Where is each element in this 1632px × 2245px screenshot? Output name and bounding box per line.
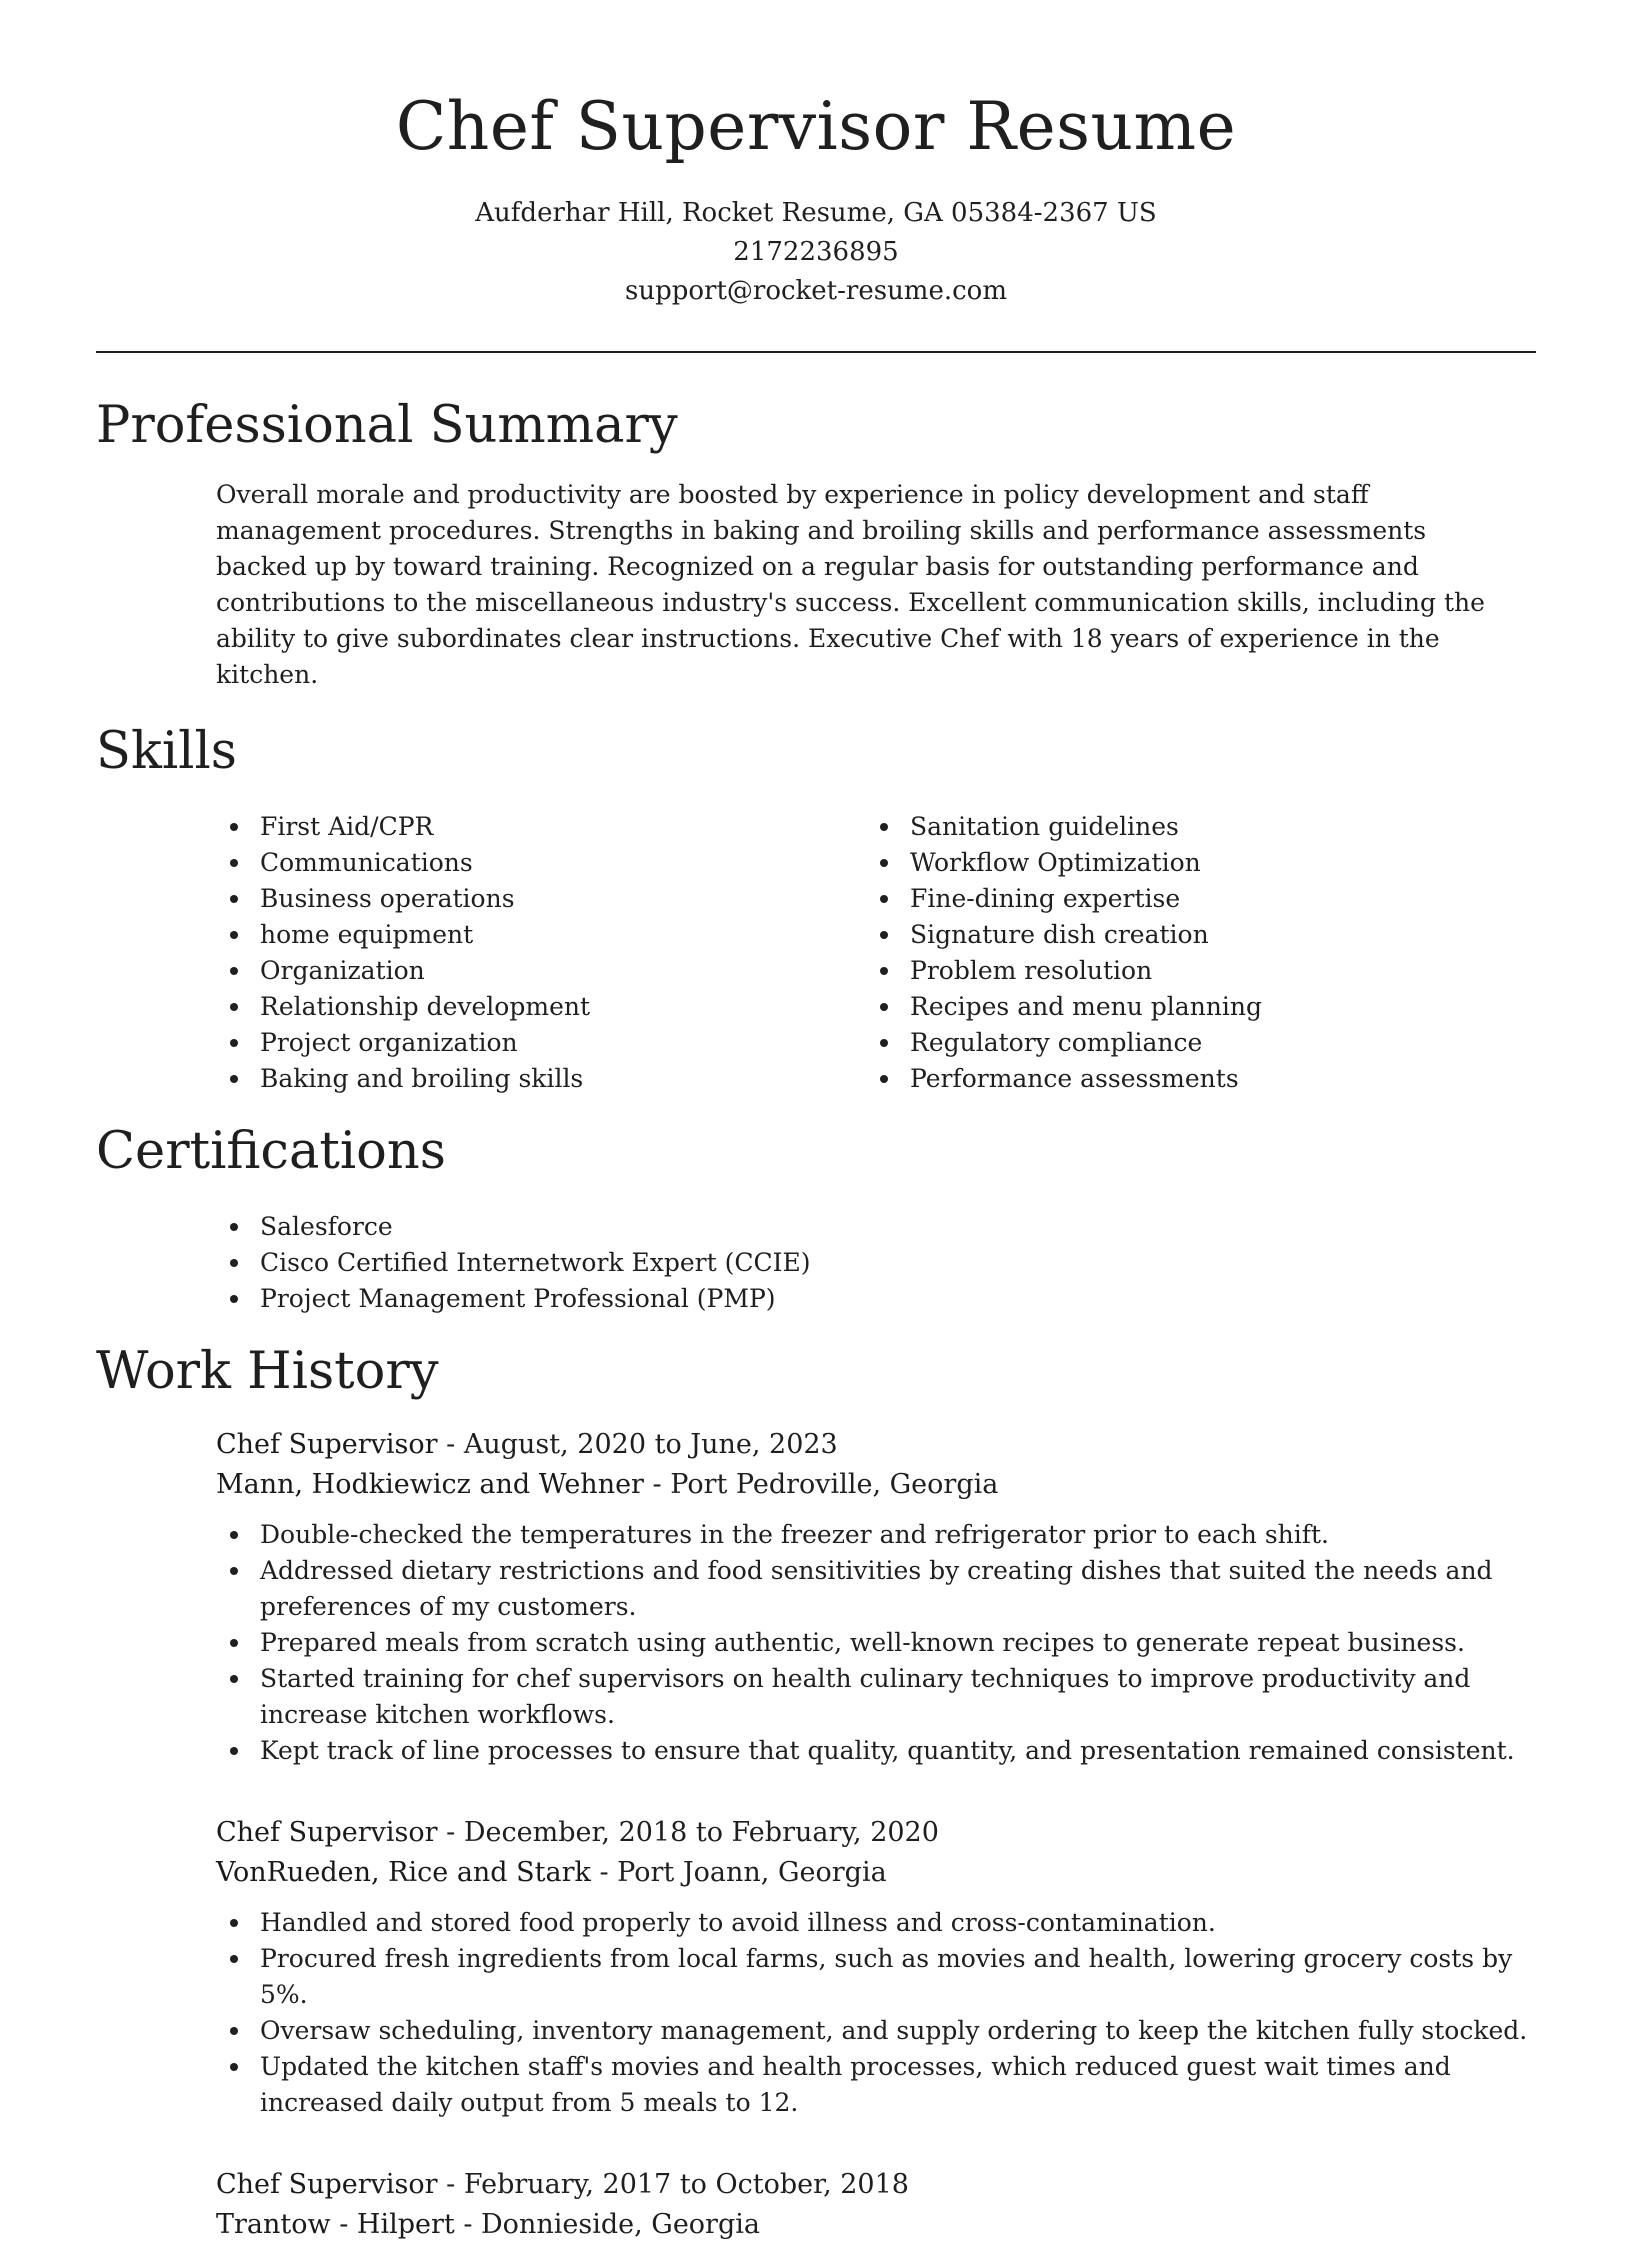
skill-item: Problem resolution	[866, 953, 1516, 989]
skill-item: Baking and broiling skills	[216, 1061, 866, 1097]
job-bullet: Addressed dietary restrictions and food sensitivities by creating dishes that suited the needs and preferences of my customers.	[216, 1553, 1536, 1625]
skill-item: Workflow Optimization	[866, 845, 1516, 881]
job-entry	[216, 1425, 1536, 1769]
job-bullet: Procured fresh ingredients from local farms, such as movies and health, lowering grocery costs by 5%.	[216, 1941, 1536, 2013]
job-company-line	[216, 1465, 1536, 1505]
job-title: Chef Supervisor	[216, 1429, 438, 1460]
certification-item: Cisco Certified Internetwork Expert (CCIE)	[216, 1245, 1536, 1281]
certifications-list	[216, 1209, 1536, 1317]
job-bullets	[216, 1517, 1536, 1769]
job-bullet: Double-checked the temperatures in the freezer and refrigerator prior to each shift.	[216, 1517, 1536, 1553]
job-bullet: Started training for chef supervisors on health culinary techniques to improve productivity and increase kitchen workflows.	[216, 1661, 1536, 1733]
job-bullets	[216, 1905, 1536, 2121]
job-company: Trantow - Hilpert	[216, 2209, 455, 2240]
job-company: Mann, Hodkiewicz and Wehner	[216, 1469, 644, 1500]
skill-item: Business operations	[216, 881, 866, 917]
skill-item: Regulatory compliance	[866, 1025, 1516, 1061]
job-title-line	[216, 2165, 1536, 2205]
skill-item: Fine-dining expertise	[866, 881, 1516, 917]
skill-item: Performance assessments	[866, 1061, 1516, 1097]
certification-item: Project Management Professional (PMP)	[216, 1281, 1536, 1317]
job-location: - Port Joann, Georgia	[590, 1857, 887, 1888]
job-bullet: Oversaw scheduling, inventory management, and supply ordering to keep the kitchen fully stocked.	[216, 2013, 1536, 2049]
job-bullet: Handled and stored food properly to avoid illness and cross-contamination.	[216, 1905, 1536, 1941]
job-bullet: Updated the kitchen staff's movies and health processes, which reduced guest wait times and increased daily output from 5 meals to 12.	[216, 2049, 1536, 2121]
job-entry	[216, 2165, 1536, 2245]
job-bullet: Kept track of line processes to ensure that quality, quantity, and presentation remained consistent.	[216, 1733, 1536, 1769]
summary-heading: Professional Summary	[96, 396, 678, 455]
skill-item: Signature dish creation	[866, 917, 1516, 953]
job-title-line	[216, 1425, 1536, 1465]
job-bullet: Prepared meals from scratch using authentic, well-known recipes to generate repeat business.	[216, 1625, 1536, 1661]
job-dates: - February, 2017 to October, 2018	[437, 2169, 909, 2200]
skills-column-right	[866, 809, 1516, 1097]
skill-item: Communications	[216, 845, 866, 881]
skill-item: First Aid/CPR	[216, 809, 866, 845]
job-title: Chef Supervisor	[216, 2169, 438, 2200]
job-dates: - December, 2018 to February, 2020	[437, 1817, 939, 1848]
resume-page	[96, 0, 1536, 2245]
skill-item: Project organization	[216, 1025, 866, 1061]
job-company-line	[216, 2205, 1536, 2245]
job-title: Chef Supervisor	[216, 1817, 438, 1848]
header-divider	[96, 351, 1536, 353]
certifications-heading: Certifications	[96, 1122, 446, 1181]
skill-item: Sanitation guidelines	[866, 809, 1516, 845]
job-dates: - August, 2020 to June, 2023	[437, 1429, 838, 1460]
skill-item: Relationship development	[216, 989, 866, 1025]
skill-item: home equipment	[216, 917, 866, 953]
contact-email: support@rocket-resume.com	[624, 276, 1007, 306]
contact-phone: 2172236895	[733, 237, 899, 267]
resume-title: Chef Supervisor Resume	[395, 88, 1237, 165]
certification-item: Salesforce	[216, 1209, 1536, 1245]
summary-text: Overall morale and productivity are boosted by experience in policy development and staff management procedures. Strengths in baking and broiling skills and performance assessments backed up by toward training. Recognized on a regular basis for outstanding performance and contributions to the miscellaneous industry's success. Excellent communication skills, including the ability to give subordinates clear instructions. Executive Chef with 18 years of experience in the kitchen.	[216, 480, 1485, 689]
skill-item: Organization	[216, 953, 866, 989]
job-entry	[216, 1813, 1536, 2121]
job-title-line	[216, 1813, 1536, 1853]
job-location: - Port Pedroville, Georgia	[643, 1469, 999, 1500]
work-history-heading: Work History	[96, 1342, 439, 1401]
skills-column-left	[216, 809, 866, 1097]
job-company: VonRueden, Rice and Stark	[216, 1857, 591, 1888]
skills-list	[216, 809, 1536, 1097]
contact-address: Aufderhar Hill, Rocket Resume, GA 05384-2367 US	[475, 198, 1157, 228]
skills-heading: Skills	[96, 722, 237, 781]
job-location: - Donnieside, Georgia	[454, 2209, 760, 2240]
contact-block	[96, 194, 1536, 311]
skill-item: Recipes and menu planning	[866, 989, 1516, 1025]
job-company-line	[216, 1853, 1536, 1893]
